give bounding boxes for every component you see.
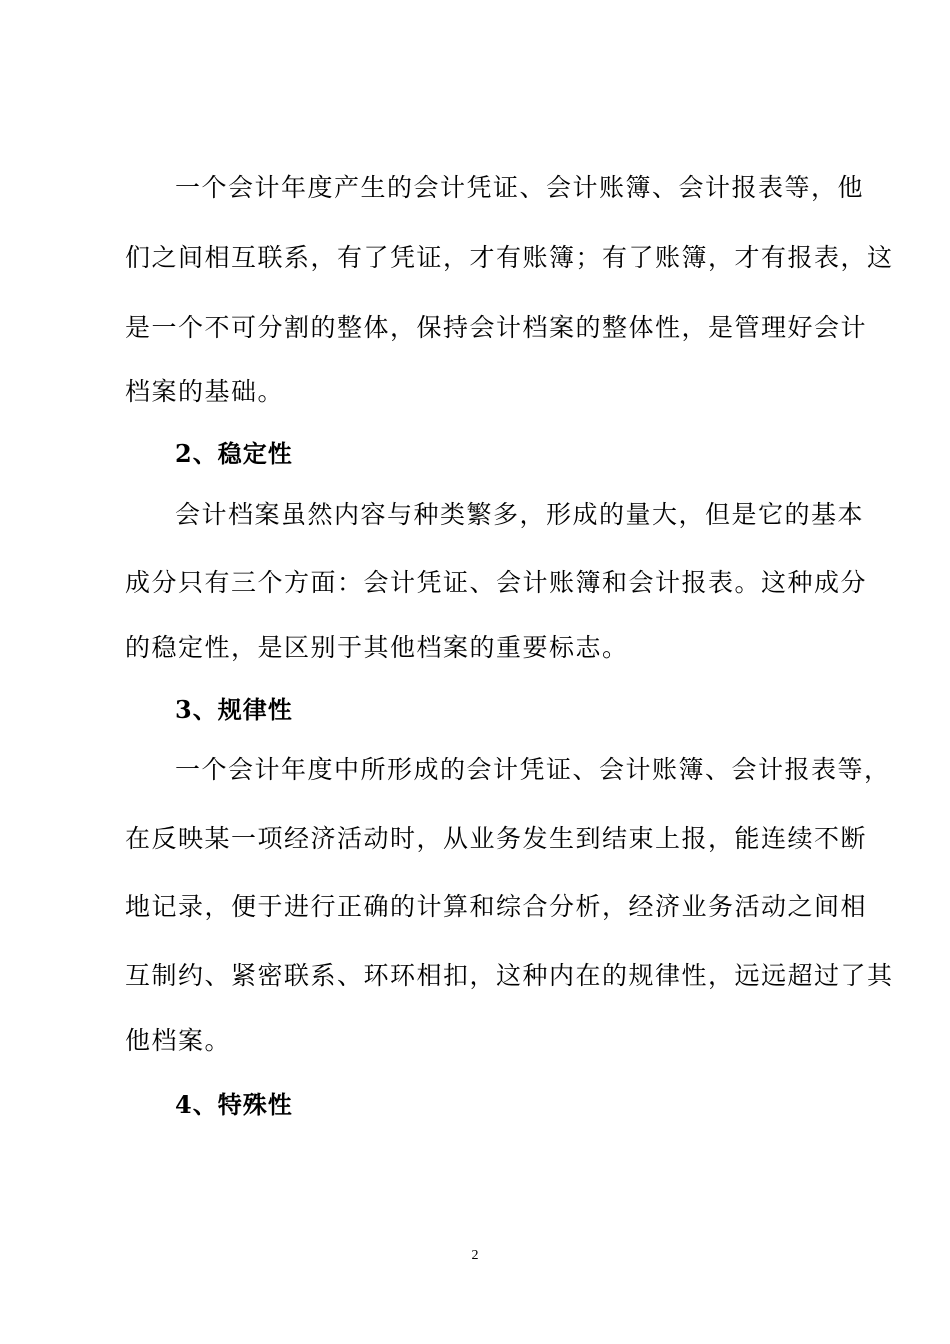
paragraph-2-line-3: 的稳定性，是区别于其他档案的重要标志。	[125, 633, 629, 662]
section-heading-3: 3、规律性	[175, 695, 293, 724]
section-heading-2: 2、稳定性	[175, 439, 293, 468]
paragraph-1-line-4: 档案的基础。	[125, 377, 285, 406]
paragraph-1-line-1: 一个会计年度产生的会计凭证、会计账簿、会计报表等，他	[175, 173, 865, 202]
paragraph-1-line-2: 们之间相互联系，有了凭证，才有账簿；有了账簿，才有报表，这	[125, 243, 894, 272]
page-number: 2	[471, 1248, 479, 1263]
paragraph-3-line-5: 他档案。	[125, 1026, 232, 1055]
paragraph-3-line-1: 一个会计年度中所形成的会计凭证、会计账簿、会计报表等，	[175, 755, 891, 784]
section-heading-4: 4、特殊性	[175, 1090, 293, 1119]
paragraph-3-line-3: 地记录，便于进行正确的计算和综合分析，经济业务活动之间相	[125, 892, 868, 921]
paragraph-3-line-4: 互制约、紧密联系、环环相扣，这种内在的规律性，远远超过了其	[125, 961, 894, 990]
paragraph-1-line-3: 是一个不可分割的整体，保持会计档案的整体性，是管理好会计	[125, 313, 868, 342]
paragraph-2-line-2: 成分只有三个方面：会计凭证、会计账簿和会计报表。这种成分	[125, 568, 868, 597]
paragraph-3-line-2: 在反映某一项经济活动时，从业务发生到结束上报，能连续不断	[125, 824, 868, 853]
paragraph-2-line-1: 会计档案虽然内容与种类繁多，形成的量大，但是它的基本	[175, 500, 865, 529]
